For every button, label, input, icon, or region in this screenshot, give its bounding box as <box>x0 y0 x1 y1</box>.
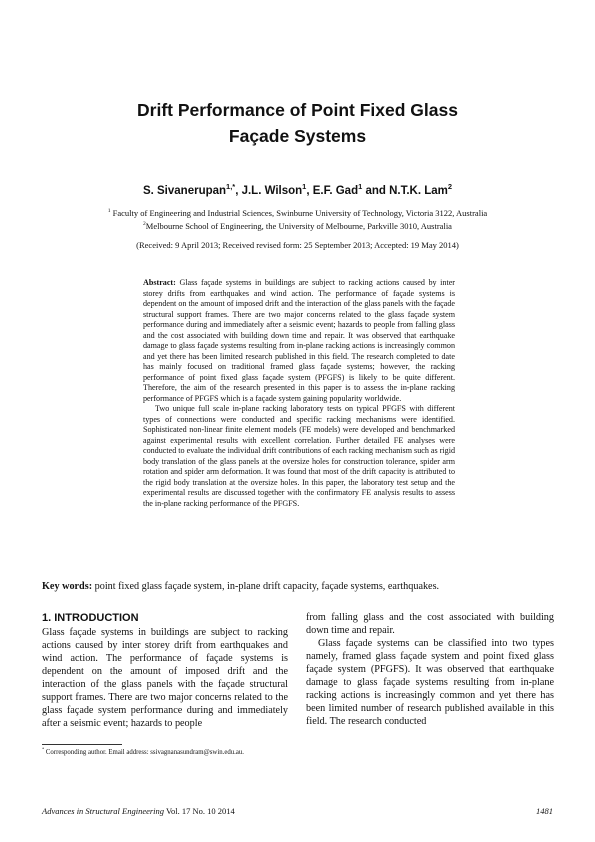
abstract <box>143 278 455 509</box>
affiliation-1 <box>40 207 555 219</box>
affiliation-text: Faculty of Engineering and Industrial Sciences, Swinburne University of Technology, Victoria 3122, Australia <box>112 208 488 218</box>
author-name: , E.F. Gad <box>306 185 359 197</box>
footnote-mark: * <box>42 746 45 752</box>
author-affil-mark: 1 <box>302 182 307 192</box>
section-heading-introduction: 1. INTRODUCTION <box>42 612 139 624</box>
affiliation-mark: 1 <box>107 208 111 215</box>
footnote-text: Corresponding author. Email address: ssivagnanasundram@swin.edu.au. <box>44 749 244 756</box>
author-name: , J.L. Wilson <box>235 185 303 197</box>
footnote <box>42 746 342 756</box>
abstract-label: Abstract: <box>143 278 176 287</box>
journal-name: Advances in Structural Engineering <box>42 806 165 816</box>
author-affil-mark: 1 <box>358 182 363 192</box>
intro-paragraph-1: Glass façade systems in buildings are subject to racking actions caused by inter storey drift from earthquakes and wind action. The performance of façade systems is dependent on the amount of imposed drift and the interaction of the glass panels with the façade structural support frames. There are two major concerns related to the glass façade system performance during and immediately after a seismic event; hazards to people <box>42 627 288 729</box>
affiliation-text: Melbourne School of Engineering, the University of Melbourne, Parkville 3010, Australia <box>145 221 452 231</box>
intro-paragraph-2: Glass façade systems can be classified into two types namely, framed glass façade system and point fixed glass façade system (PFGFS). It was observed that earthquake damage to glass façade systems resulting from in-plane racking actions is increasingly common and yet there has been limited number of research published available in this field. The research conducted <box>306 638 554 727</box>
intro-paragraph-1-continued: from falling glass and the cost associated with building down time and repair. <box>306 612 554 636</box>
journal-citation <box>42 806 235 816</box>
footnote-rule <box>42 744 122 745</box>
author-affil-mark: 2 <box>447 182 453 192</box>
author-name: S. Sivanerupan <box>142 185 227 197</box>
title-line-1: Drift Performance of Point Fixed Glass <box>137 100 458 120</box>
affiliation-mark: 2 <box>143 221 146 228</box>
abstract-paragraph-2: Two unique full scale in-plane racking laboratory tests on typical PFGFS with different types of connections were conducted and specific racking mechanisms were identified. Sophisticated non-linear finite element models (FE models) were developed and benchmarked against experimental results with excellent correlation. Further detailed FE analyses were conducted to evaluate the individual drift contributions of each racking mechanism such as rigid body translation of the glass panels at the oversize holes for construction tolerance, spider arm rotation and spider arm deformation. It was found that most of the drift capacity is attributed to the rigid body translation at the oversize holes. In this paper, the laboratory test setup and the experimental results are discussed together with the confirmatory FE analysis results to assess the in-plane racking performance of the PFGFS. <box>143 404 455 508</box>
abstract-paragraph-1 <box>143 278 455 404</box>
body-column-right <box>306 611 554 728</box>
keywords <box>42 581 557 592</box>
author-list <box>40 182 555 197</box>
body-column-left <box>42 612 288 730</box>
received-dates: (Received: 9 April 2013; Received revised form: 25 September 2013; Accepted: 19 May 2014) <box>136 240 459 250</box>
abstract-text-1: Glass façade systems in buildings are subject to racking actions caused by inter storey drifts from earthquakes and wind action. The performance of façade systems is dependent on the amount of imposed drift and the interaction of the glass panels with the façade structural support frames. There are two major concerns related to the glass façade system performance during and immediately after a seismic event; hazards to people from falling glass and the cost associated with building down time and repair. It was observed that earthquake damage to glass façade systems resulting from in-plane racking actions is increasingly common and yet there has been limited research published in this field. The research completed to date has mainly focused on traditional framed glass façade systems; however, the racking performance of point fixed glass façade system (PFGFS) is likely to be quite different. Therefore, the aim of the research presented in this paper is to assess the in-plane racking performance of PFGFS which is a façade system gaining popularity worldwide. <box>143 278 455 403</box>
author-affil-mark: 1,* <box>226 182 236 192</box>
keywords-text: point fixed glass façade system, in-plane drift capacity, façade systems, earthquakes. <box>92 581 440 592</box>
paper-title <box>60 97 535 149</box>
keywords-label: Key words: <box>42 581 93 592</box>
page-number: 1481 <box>536 806 553 816</box>
affiliation-2 <box>40 220 555 232</box>
author-name: and N.T.K. Lam <box>362 185 448 197</box>
journal-volume: Vol. 17 No. 10 2014 <box>164 806 235 816</box>
title-line-2: Façade Systems <box>228 126 367 146</box>
